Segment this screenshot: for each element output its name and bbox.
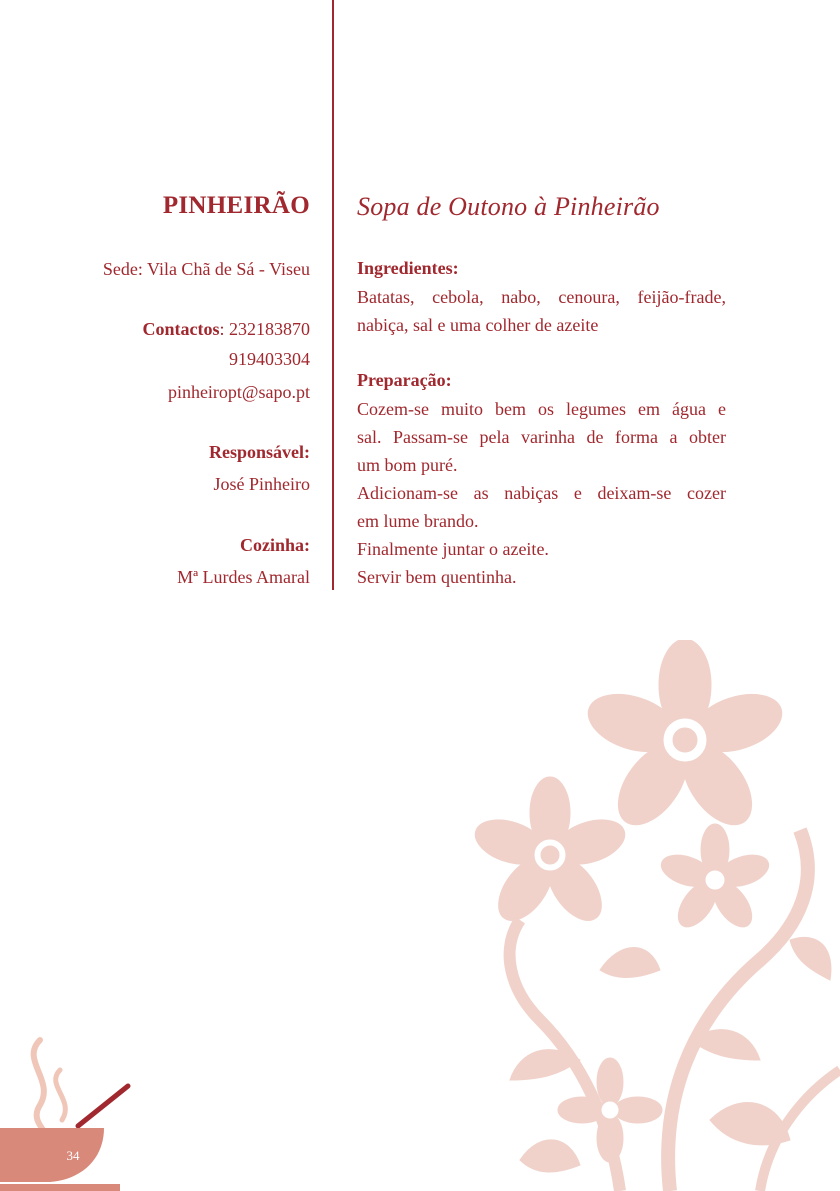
contacts-label: Contactos (142, 319, 220, 339)
ingredients-text (357, 283, 726, 339)
restaurant-name: PINHEIRÃO (162, 192, 310, 219)
preparation-line: Finalmente juntar o azeite. (357, 539, 549, 559)
soup-bowl-icon (0, 1030, 140, 1191)
page-number: 34 (66, 1148, 80, 1163)
recipe-title: Sopa de Outono à Pinheirão (357, 192, 660, 221)
preparation-line: um bom puré. (357, 455, 458, 475)
column-divider (332, 0, 334, 590)
ingredients-line: Batatas, cebola, nabo, cenoura, feijão-frade, (357, 287, 726, 307)
floral-ornament (460, 640, 840, 1191)
preparation-line: em lume brando. (357, 511, 479, 531)
email: pinheiropt@sapo.pt (167, 382, 310, 402)
ingredients-line: nabiça, sal e uma colher de azeite (357, 315, 599, 335)
preparation-label: Preparação: (357, 370, 452, 390)
ingredients-label: Ingredientes: (357, 258, 459, 278)
responsible-name: José Pinheiro (213, 474, 310, 494)
preparation-line: Servir bem quentinha. (357, 567, 517, 587)
kitchen-name: Mª Lurdes Amaral (177, 567, 310, 587)
preparation-text (357, 395, 726, 591)
kitchen-label: Cozinha: (239, 535, 310, 555)
sede-line: Sede: Vila Chã de Sá - Viseu (102, 259, 310, 279)
preparation-line: Adicionam-se as nabiças e deixam-se cozer (357, 483, 726, 503)
preparation-line: sal. Passam-se pela varinha de forma a obter (357, 427, 726, 447)
contacts-line: Contactos: 232183870 (142, 319, 310, 339)
phone-2: 919403304 (229, 349, 310, 369)
preparation-line: Cozem-se muito bem os legumes em água e (357, 399, 726, 419)
responsible-label: Responsável: (208, 442, 310, 462)
phone-1: 232183870 (229, 319, 310, 339)
